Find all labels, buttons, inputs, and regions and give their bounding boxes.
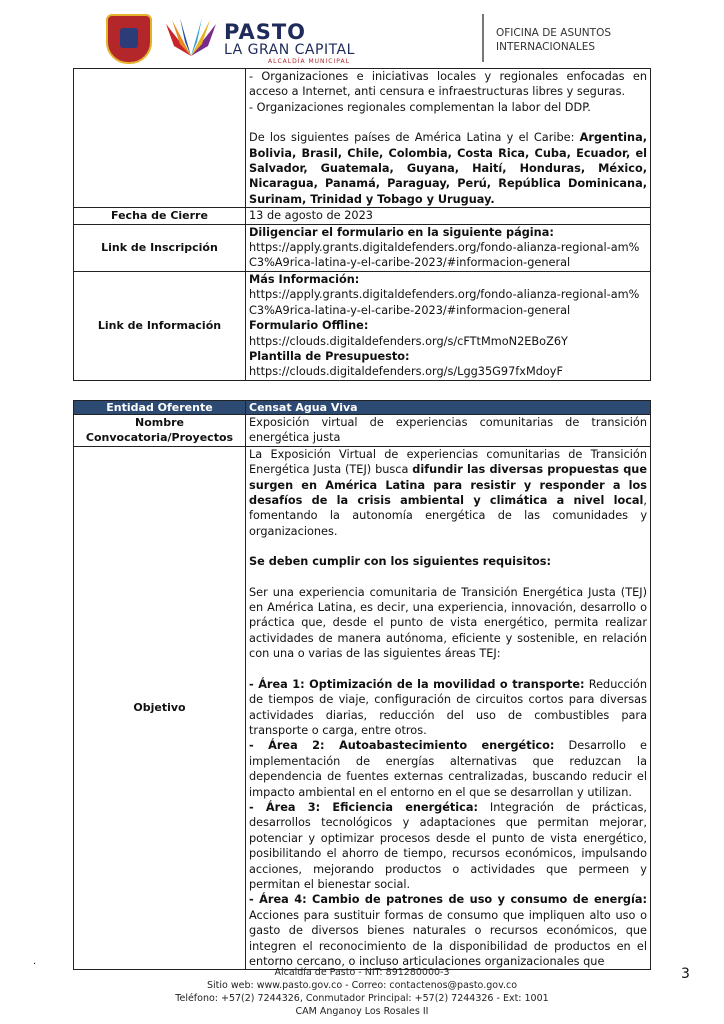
footer-line-1: Alcaldía de Pasto - NIT: 891280000-3	[274, 967, 450, 978]
inscripcion-cell	[246, 224, 651, 271]
info-link[interactable]: https://apply.grants.digitaldefenders.org/fondo-alianza-regional-am%C3%A9rica-latina-y-el-caribe-2023/#informacion-general	[249, 288, 640, 317]
coat-of-arms-icon	[106, 14, 152, 64]
fecha-label: Fecha de Cierre	[74, 208, 246, 224]
inscripcion-title: Diligenciar el formulario en la siguiente página:	[249, 225, 554, 239]
stray-dot: .	[33, 956, 37, 967]
objective-cell	[246, 446, 651, 970]
inscripcion-label: Link de Inscripción	[74, 224, 246, 271]
logo-subtitle: LA GRAN CAPITAL	[224, 42, 355, 58]
table-row	[74, 271, 651, 380]
budget-title: Plantilla de Presupuesto:	[249, 349, 410, 363]
objective-label: Objetivo	[74, 446, 246, 970]
requirements-text: Ser una experiencia comunitaria de Transición Energética Justa (TEJ) en América Latina, es decir, una experiencia, innovación, desarrollo o práctica que, desde el punto de vista energético, permita realizar actividades de manera autónoma, eficiente y sostenible, en relación con una o varias de las siguientes áreas TEJ:	[249, 585, 647, 661]
table-row	[74, 69, 651, 208]
name-value: Exposición virtual de experiencias comunitarias de transición energética justa	[246, 415, 651, 447]
inscripcion-link[interactable]: https://apply.grants.digitaldefenders.org/fondo-alianza-regional-am%C3%A9rica-latina-y-el-caribe-2023/#informacion-general	[249, 241, 640, 270]
area-3-text: Integración de prácticas, desarrollos tecnológicos y adaptaciones que permitan mejorar, potenciar y optimizar procesos desde el punto de vista energético, posibilitando el ahorro de tiempo, recursos económicos, impulsando acciones, mejorando productos o actividades que permeen y permitan el bienestar social.	[249, 800, 647, 891]
office-name-line1: OFICINA DE ASUNTOS	[496, 27, 611, 39]
name-label-line2: Convocatoria/Proyectos	[85, 431, 234, 445]
area-2-title: - Área 2: Autoabastecimiento energético:	[249, 739, 555, 753]
office-name	[496, 26, 611, 54]
info-label: Link de Información	[74, 271, 246, 380]
logo-small-text: ALCALDÍA MUNICIPAL	[268, 58, 350, 65]
objective-intro	[249, 447, 647, 539]
area-1-text: Reducción de tiempos de viaje, configuración de circuitos cortos para diversas actividades diarias, reducción del uso de combustibles para transporte o carga, entre otros.	[249, 677, 647, 737]
wings-logo-icon	[162, 16, 220, 64]
continuation-cell	[246, 69, 651, 208]
page-number: 3	[681, 966, 690, 982]
countries-intro: De los siguientes países de América Latina y el Caribe:	[249, 131, 580, 145]
area-1	[249, 677, 647, 739]
list-item: - Organizaciones regionales complementan la labor del DDP.	[249, 100, 591, 114]
footer-line-3: Teléfono: +57(2) 7244326, Conmutador Principal: +57(2) 7244326 - Ext: 1001	[175, 993, 549, 1004]
table-row	[74, 415, 651, 447]
continuation-table	[73, 68, 651, 381]
requirements-title: Se deben cumplir con los siguientes requisitos:	[249, 555, 552, 569]
area-4-title: - Área 4: Cambio de patrones de uso y consumo de energía:	[249, 893, 647, 907]
objective-highlight: difundir las diversas propuestas que surgen en América Latina para resistir y responder a los desafíos de la crisis ambiental y climática a nivel local	[249, 463, 647, 508]
area-1-title: - Área 1: Optimización de la movilidad o transporte:	[249, 677, 585, 691]
area-2-text: Desarrollo e implementación de energías alternativas que reduzcan la dependencia de fuentes externas centralizadas, buscando reducir el impacto ambiental en el entorno en el que se desarrollan y utilizan.	[249, 739, 647, 799]
call-details-table	[73, 400, 651, 970]
logo-title: PASTO	[224, 20, 307, 44]
info-cell	[246, 271, 651, 380]
table-row	[74, 446, 651, 970]
offline-title: Formulario Offline:	[249, 319, 369, 333]
list-item: - Organizaciones e iniciativas locales y regionales enfocadas en acceso a Internet, anti censura e infraestructuras libres y seguras.	[249, 70, 647, 99]
office-name-line2: INTERNACIONALES	[496, 41, 596, 53]
header-divider	[482, 14, 484, 62]
area-4-text: Acciones para sustituir formas de consumo que impliquen alto uso o gasto de diversos bienes naturales o recursos económicos, que integren el reconocimiento de la disponibilidad de productos en el entorno cercano, o incluso articulaciones organizacionales que	[249, 908, 647, 968]
page-header	[0, 0, 724, 72]
offline-link[interactable]: https://clouds.digitaldefenders.org/s/cFTtMmoN2EBoZ6Y	[249, 334, 568, 348]
fecha-value: 13 de agosto de 2023	[246, 208, 651, 224]
entity-value: Censat Agua Viva	[246, 401, 651, 415]
area-3	[249, 800, 647, 892]
footer-line-4: CAM Anganoy Los Rosales II	[295, 1006, 429, 1017]
entity-label: Entidad Oferente	[74, 401, 246, 415]
area-2	[249, 738, 647, 800]
footer-line-2: Sitio web: www.pasto.gov.co - Correo: contactenos@pasto.gov.co	[206, 980, 518, 991]
countries-list: Argentina, Bolivia, Brasil, Chile, Colombia, Costa Rica, Cuba, Ecuador, el Salvador, Guatemala, Guyana, Haití, Honduras, México, Nicaragua, Panamá, Paraguay, Perú, República Dominicana, Surinam, Trinidad y Tobago y Uruguay.	[249, 131, 647, 206]
info-title: Más Información:	[249, 272, 360, 286]
objective-text: La Exposición Virtual de experiencias comunitarias de Transición Energética Justa (TEJ) busca	[249, 447, 647, 477]
countries-paragraph	[249, 130, 647, 207]
table-row	[74, 224, 651, 271]
budget-link[interactable]: https://clouds.digitaldefenders.org/s/Lgg35G97fxMdoyF	[249, 365, 563, 379]
page-footer	[0, 966, 724, 1018]
table-header-row	[74, 401, 651, 415]
table-row	[74, 208, 651, 224]
name-label	[74, 415, 246, 447]
name-label-line1: Nombre	[135, 416, 184, 429]
empty-label-cell	[74, 69, 246, 208]
area-3-title: - Área 3: Eficiencia energética:	[249, 800, 478, 814]
area-4	[249, 892, 647, 969]
objective-text-end: , fomentando la autonomía energética de las comunidades y organizaciones.	[249, 494, 647, 538]
